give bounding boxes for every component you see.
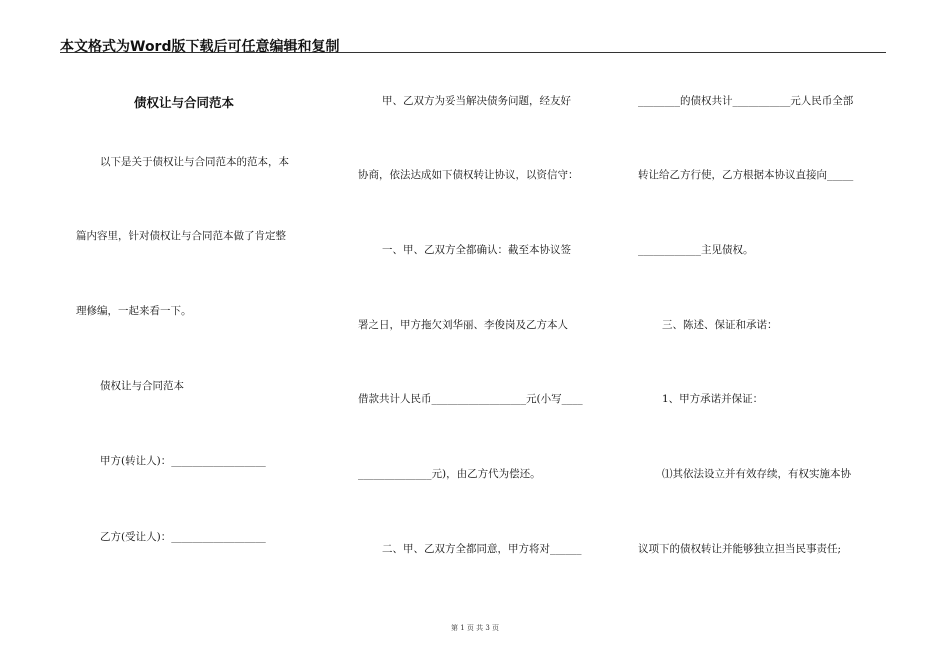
col2-line-1: 甲、乙双方为妥当解决债务问题，经友好 bbox=[382, 95, 571, 107]
col1-line-1: 以下是关于债权让与合同范本的范本，本 bbox=[100, 156, 289, 168]
col1-line-5: 甲方(转让人)：__________________ bbox=[100, 455, 266, 467]
col2-line-2: 协商，依法达成如下债权转让协议，以资信守： bbox=[358, 169, 579, 181]
col1-line-3: 理修编，一起来看一下。 bbox=[76, 305, 192, 317]
col1-line-4: 债权让与合同范本 bbox=[100, 380, 184, 392]
col2-line-4: 署之日，甲方拖欠刘华丽、李俊岗及乙方本人 bbox=[358, 319, 568, 331]
col3-line-5: 1、甲方承诺并保证： bbox=[662, 393, 764, 405]
col1-line-2: 篇内容里，针对债权让与合同范本做了肯定整 bbox=[76, 230, 286, 242]
document-title: 债权让与合同范本 bbox=[134, 95, 235, 110]
col3-line-2: 转让给乙方行使，乙方根据本协议直接向_____ bbox=[638, 169, 854, 181]
col3-line-6: ⑴其依法设立并有效存续，有权实施本协 bbox=[662, 468, 851, 480]
col2-line-5: 借款共计人民币__________________元(小写____ bbox=[358, 393, 583, 405]
col3-line-1: ________的债权共计___________元人民币全部 bbox=[638, 95, 854, 107]
col2-line-6: ______________元)，由乙方代为偿还。 bbox=[358, 468, 541, 480]
header-title: 本文格式为Word版下载后可任意编辑和复制 bbox=[60, 39, 340, 55]
col2-line-3: 一、甲、乙双方全都确认：截至本协议签 bbox=[382, 244, 571, 256]
col1-line-6: 乙方(受让人)：__________________ bbox=[100, 531, 266, 543]
col3-line-4: 三、陈述、保证和承诺： bbox=[662, 319, 778, 331]
col3-line-3: ____________主见债权。 bbox=[638, 244, 754, 256]
header-divider bbox=[60, 52, 886, 53]
page-number: 第 1 页 共 3 页 bbox=[450, 624, 500, 632]
col2-line-7: 二、甲、乙双方全都同意，甲方将对______ bbox=[382, 543, 582, 555]
col3-line-7: 议项下的债权转让并能够独立担当民事责任; bbox=[638, 543, 842, 555]
